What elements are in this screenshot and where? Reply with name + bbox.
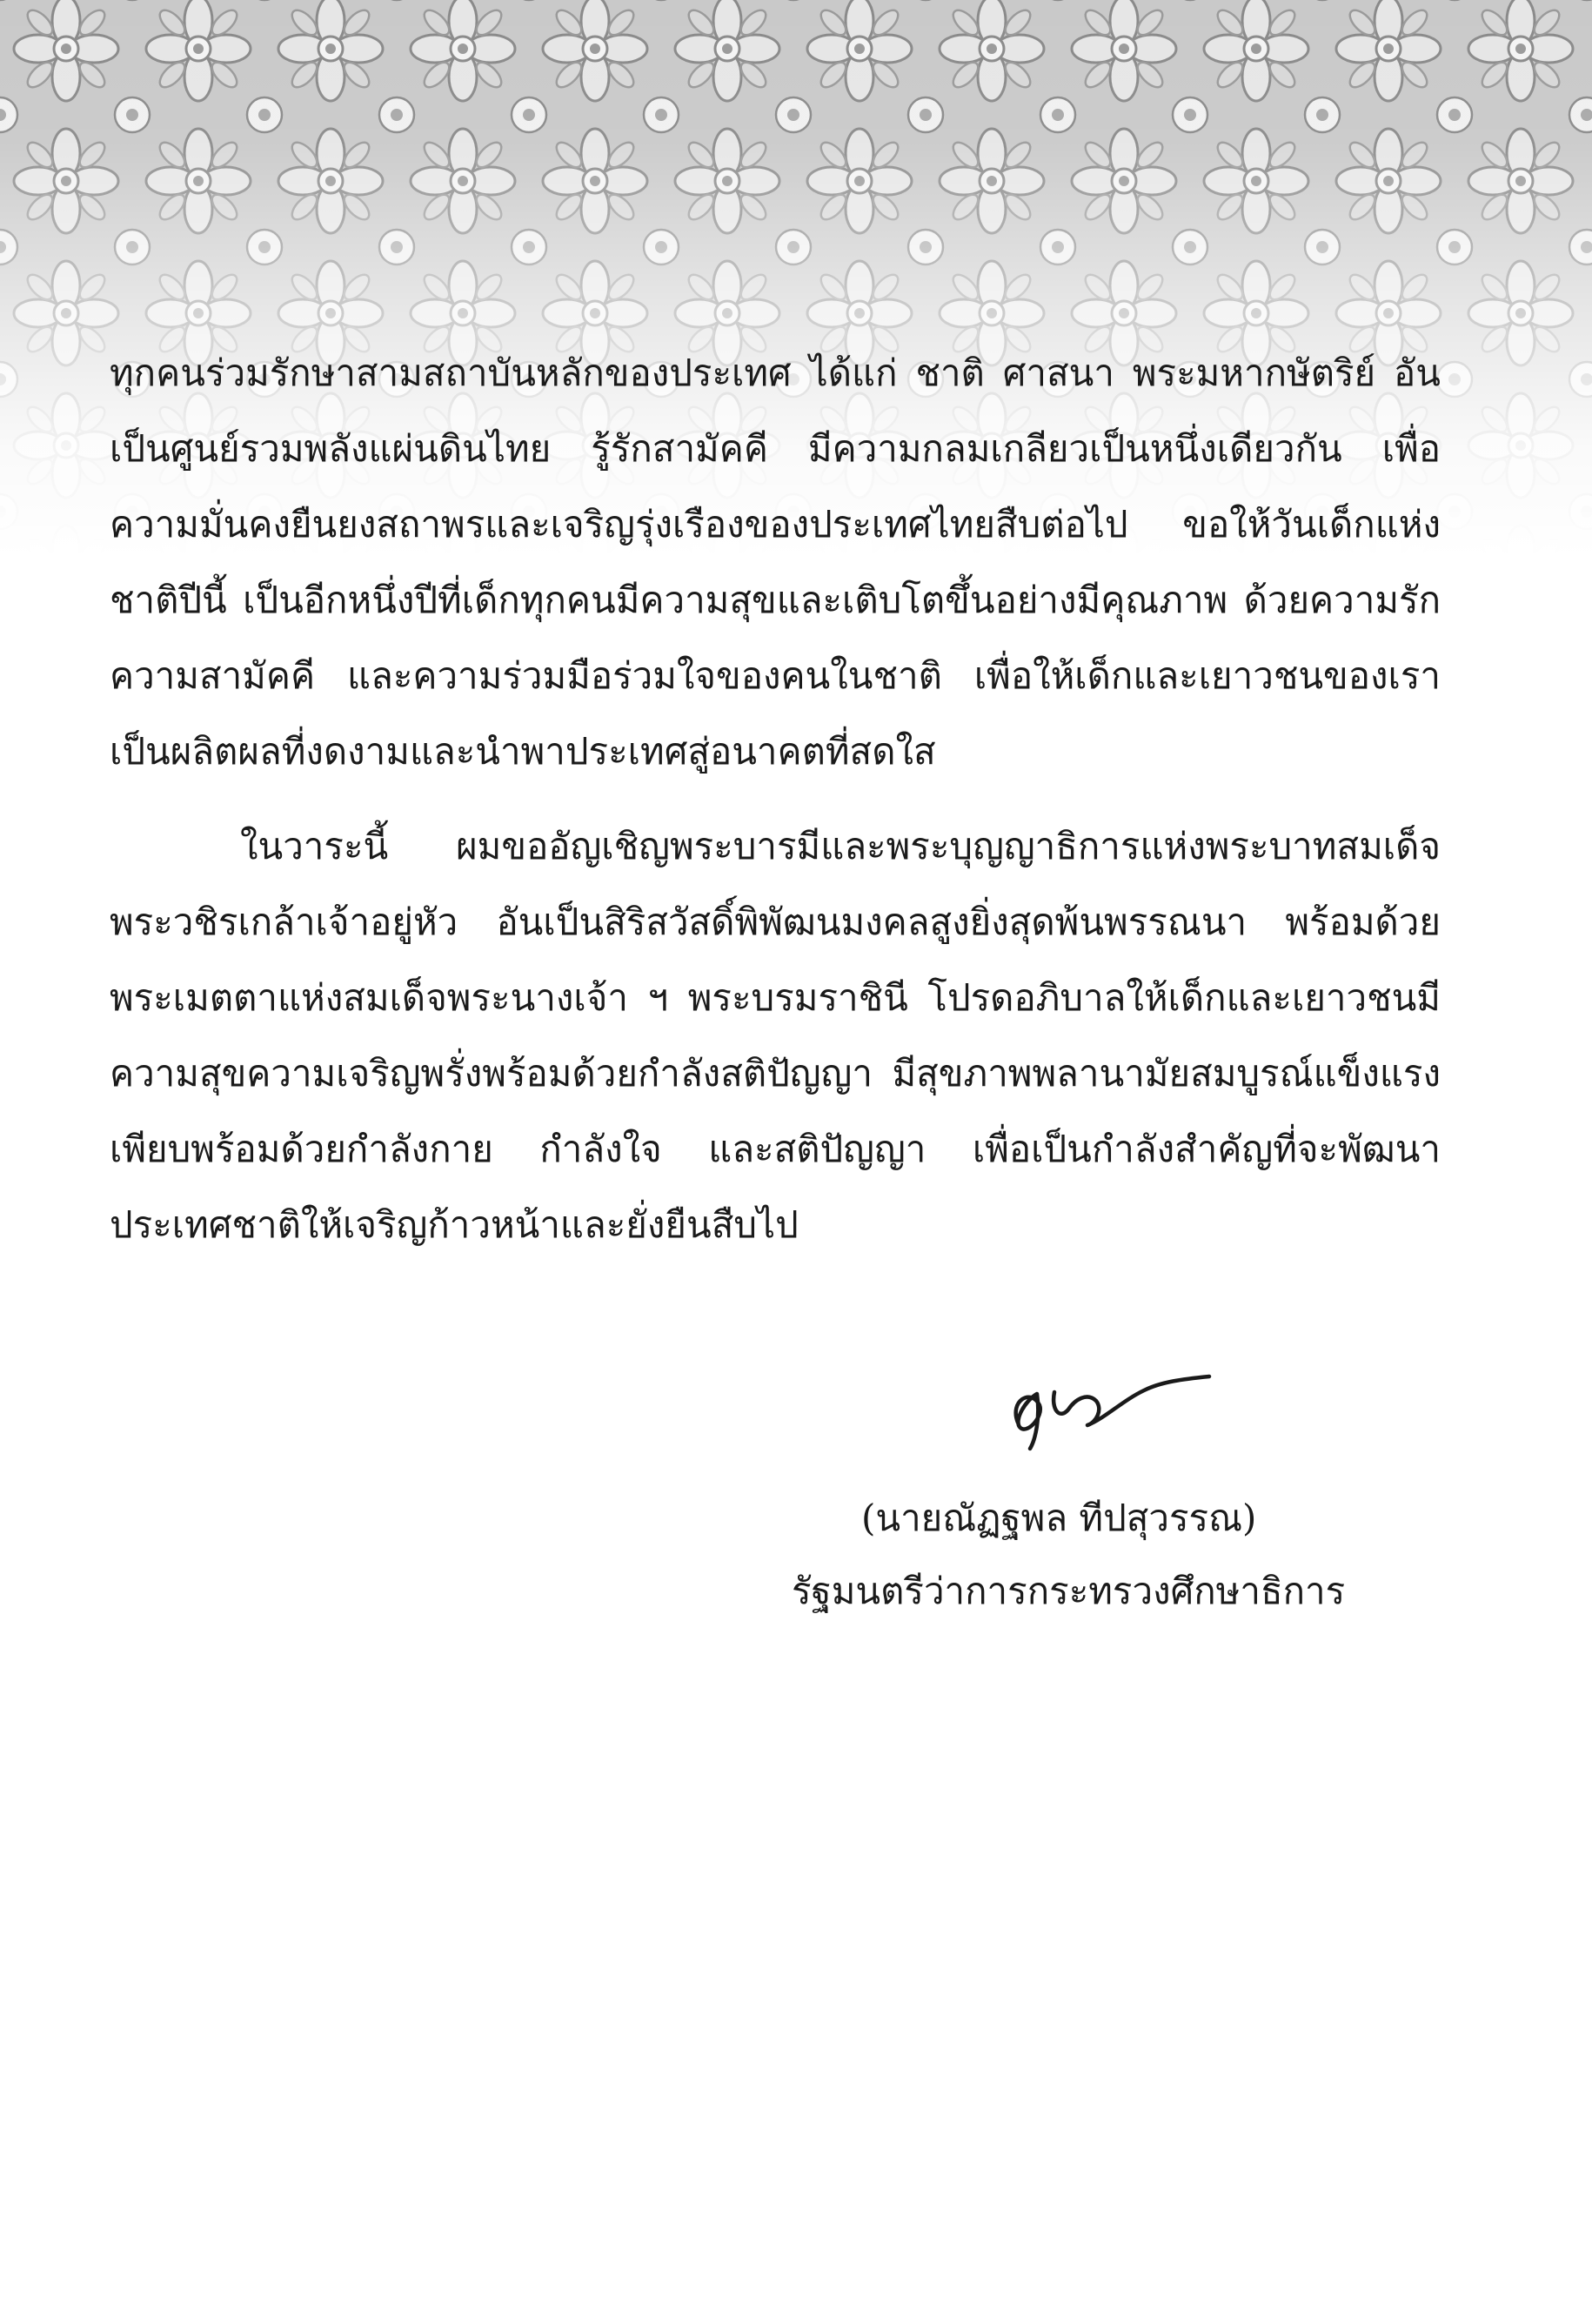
signatory-name: (นายณัฏฐพล ทีปสุวรรณ) [861, 1497, 1257, 1539]
paragraph-1: ทุกคนร่วมรักษาสามสถาบันหลักของประเทศ ได้แก่ ชาติ ศาสนา พระมหากษัตริย์ อันเป็นศูนย์รวมพลังแผ่นดินไทย รู้รักสามัคคี มีความกลมเกลียวเป็นหนึ่งเดียวกัน เพื่อความมั่นคงยืนยงสถาพรและเจริญรุ่งเรืองของประเทศไทยสืบต่อไป ขอให้วันเด็กแห่งชาติปีนี้ เป็นอีกหนึ่งปีที่เด็กทุกคนมีความสุขและเติบโตขึ้นอย่างมีคุณภาพ ด้วยความรัก ความสามัคคี และความร่วมมือร่วมใจของคนในชาติ เพื่อให้เด็กและเยาวชนของเราเป็นผลิตผลที่งดงามและนำพาประเทศสู่อนาคตที่สดใส [110, 352, 1441, 773]
signatory-title: รัฐมนตรีว่าการกระทรวงศึกษาธิการ [792, 1570, 1346, 1612]
paragraph-2: ในวาระนี้ ผมขออัญเชิญพระบารมีและพระบุญญาธิการแห่งพระบาทสมเด็จพระวชิรเกล้าเจ้าอยู่หัว อันเป็นสิริสวัสดิ์พิพัฒนมงคลสูงยิ่งสุดพ้นพรรณนา พร้อมด้วยพระเมตตาแห่งสมเด็จพระนางเจ้า ฯ พระบรมราชินี โปรดอภิบาลให้เด็กและเยาวชนมีความสุขความเจริญพรั่งพร้อมด้วยกำลังสติปัญญา มีสุขภาพพลานามัยสมบูรณ์แข็งแรง เพียบพร้อมด้วยกำลังกาย กำลังใจ และสติปัญญา เพื่อเป็นกำลังสำคัญที่จะพัฒนาประเทศชาติให้เจริญก้าวหน้าและยั่งยืนสืบไป [110, 825, 1441, 1246]
letter-body [110, 335, 1441, 1262]
handwritten-signature [957, 1340, 1218, 1470]
